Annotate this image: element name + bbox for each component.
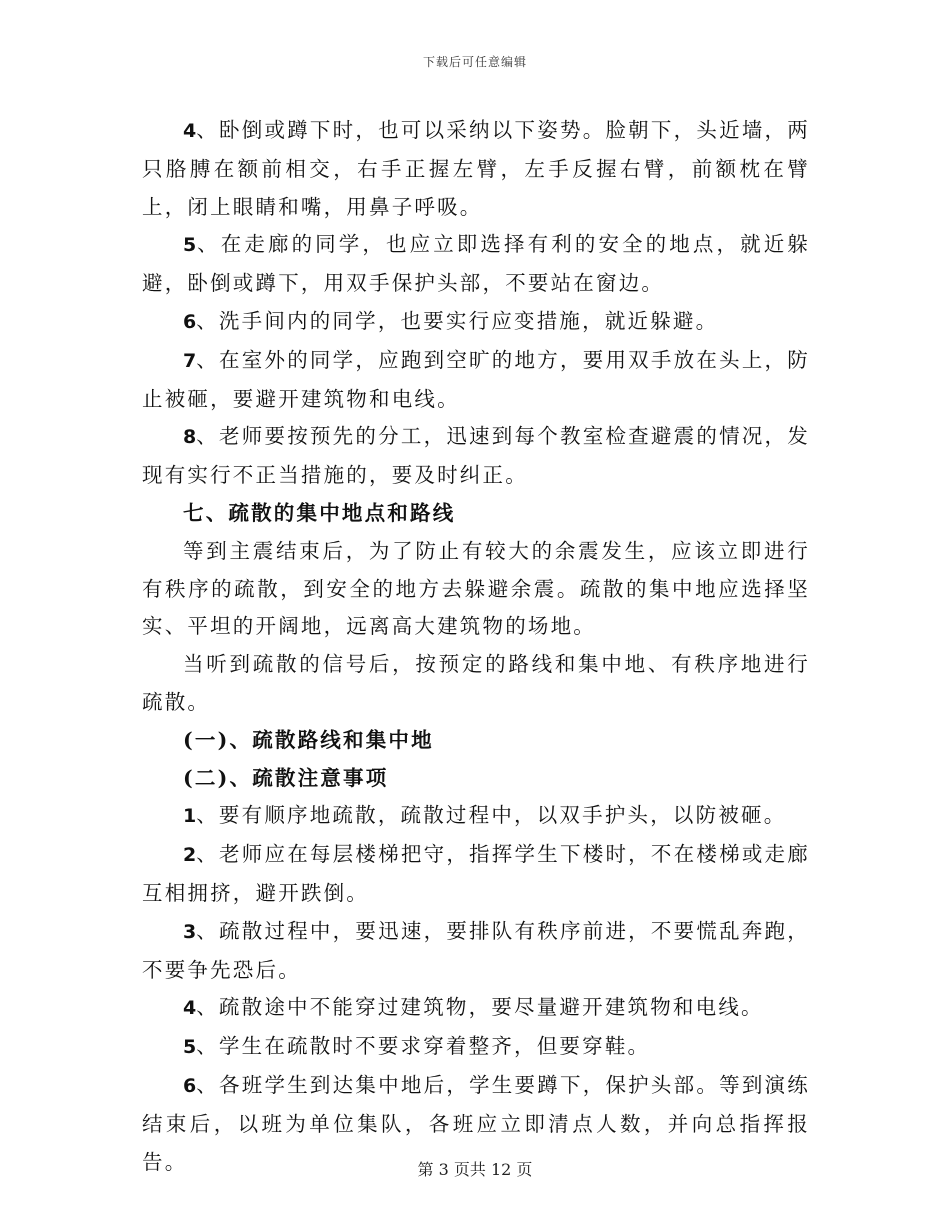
item-number: 1 bbox=[183, 805, 197, 828]
paragraph-text: 、在走廊的同学，也应立即选择有利的安全的地点，就近躲避，卧倒或蹲下，用双手保护头部，不要站在窗边。 bbox=[142, 232, 810, 296]
item-number: 4 bbox=[183, 997, 197, 1020]
item-number: 4 bbox=[183, 120, 197, 142]
paragraph-item-7 bbox=[142, 342, 810, 419]
section-heading: 七、疏散的集中地点和路线 bbox=[183, 500, 456, 525]
paragraph-item-6 bbox=[142, 303, 810, 342]
list-item-text: 、要有顺序地疏散，疏散过程中，以双手护头，以防被砸。 bbox=[196, 803, 787, 828]
page-header: 下载后可任意编辑 bbox=[422, 55, 527, 69]
list-item-text: 、学生在疏散时不要求穿着整齐，但要穿鞋。 bbox=[196, 1034, 651, 1059]
list-item-text: 、老师应在每层楼梯把守，指挥学生下楼时，不在楼梯或走廊互相拥挤，避开跌倒。 bbox=[142, 842, 810, 905]
paragraph-item-4 bbox=[142, 112, 810, 226]
item-number: 8 bbox=[183, 426, 197, 449]
page-number-footer: 第 3 页共 12 页 bbox=[417, 1160, 533, 1179]
list-item bbox=[142, 913, 810, 990]
paragraph-text: 、老师要按预先的分工，迅速到每个教室检查避震的情况，发现有实行不正当措施的，要及时纠正。 bbox=[142, 424, 810, 488]
item-number: 7 bbox=[183, 349, 197, 372]
list-item bbox=[142, 797, 810, 836]
paragraph-item-8 bbox=[142, 418, 810, 495]
item-number: 5 bbox=[183, 1036, 197, 1059]
item-number: 6 bbox=[183, 1074, 197, 1097]
paragraph-text: 、洗手间内的同学，也要实行应变措施，就近躲避。 bbox=[196, 308, 719, 333]
subsection-heading-2: (二)、疏散注意事项 bbox=[183, 765, 389, 790]
item-number: 3 bbox=[183, 920, 197, 943]
document-body bbox=[142, 112, 810, 1181]
paragraph-text: 、在室外的同学，应跑到空旷的地方，要用双手放在头上，防止被砸，要避开建筑物和电线。 bbox=[142, 347, 810, 411]
item-number: 6 bbox=[183, 310, 197, 333]
list-item-text: 、疏散途中不能穿过建筑物，要尽量避开建筑物和电线。 bbox=[196, 995, 764, 1020]
section-paragraph: 等到主震结束后，为了防止有较大的余震发生，应该立即进行有秩序的疏散，到安全的地方去躲避余震。疏散的集中地应选择坚实、平坦的开阔地，远离高大建筑物的场地。 bbox=[142, 538, 810, 639]
item-number: 2 bbox=[183, 844, 197, 867]
paragraph-item-5 bbox=[142, 226, 810, 303]
list-item-text: 、各班学生到达集中地后，学生要蹲下，保护头部。等到演练结束后，以班为单位集队，各班应立即清点人数，并向总指挥报告。 bbox=[142, 1072, 810, 1174]
list-item bbox=[142, 989, 810, 1028]
paragraph-text: 、卧倒或蹲下时，也可以采纳以下姿势。脸朝下，头近墙，两只胳膊在额前相交，右手正握左臂，左手反握右臂，前额枕在臂上，闭上眼睛和嘴，用鼻子呼吸。 bbox=[142, 118, 810, 219]
list-item bbox=[142, 836, 810, 913]
item-number: 5 bbox=[183, 234, 197, 257]
subsection-heading-1: (一)、疏散路线和集中地 bbox=[183, 727, 434, 752]
list-item-text: 、疏散过程中，要迅速，要排队有秩序前进，不要慌乱奔跑，不要争先恐后。 bbox=[142, 918, 810, 982]
section-paragraph: 当听到疏散的信号后，按预定的路线和集中地、有秩序地进行疏散。 bbox=[142, 652, 810, 714]
list-item bbox=[142, 1028, 810, 1067]
